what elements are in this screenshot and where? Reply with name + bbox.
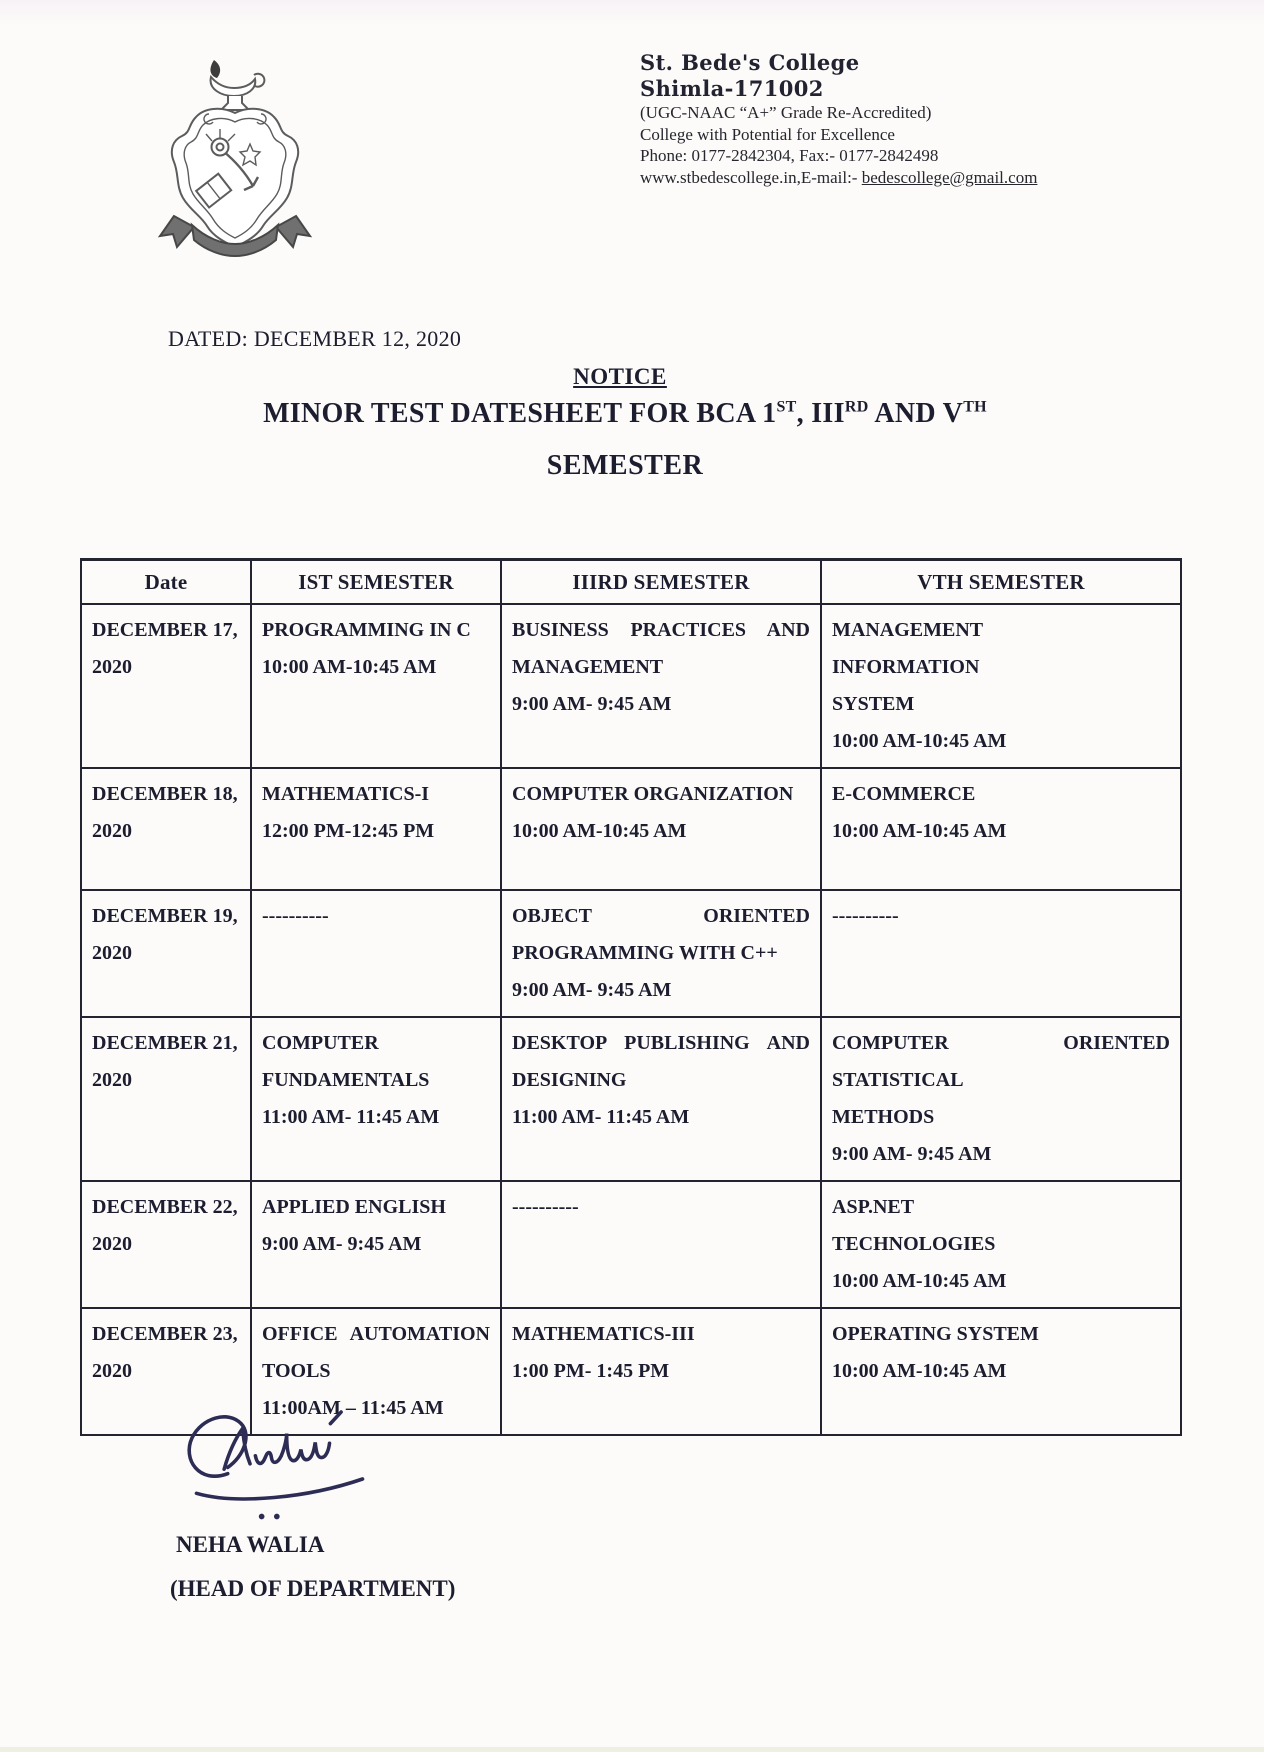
cell-line: DECEMBER 19, [92, 905, 238, 927]
cell-line: 10:00 AM-10:45 AM [832, 1360, 1007, 1382]
sem5-cell [821, 768, 1181, 890]
column-header: VTH SEMESTER [821, 560, 1181, 605]
column-header: Date [81, 560, 251, 605]
letterhead [640, 50, 1037, 188]
cell-line: DECEMBER 18, [92, 783, 238, 805]
cell-line: INFORMATION [832, 656, 980, 678]
cell-line: 2020 [92, 1360, 132, 1382]
title-part1: MINOR TEST DATESHEET FOR BCA 1 [263, 398, 777, 429]
cell-line: PROGRAMMING IN C [262, 619, 471, 641]
sem1-cell [251, 604, 501, 768]
title-sup2: RD [844, 398, 869, 416]
cell-line: MANAGEMENT [512, 656, 664, 678]
notice-title-line1 [0, 398, 1250, 430]
sem3-cell [501, 1017, 821, 1181]
cell-line: 11:00 AM- 11:45 AM [262, 1106, 440, 1128]
title-sup3: TH [963, 398, 987, 416]
date-cell [81, 604, 251, 768]
cell-line: 1:00 PM- 1:45 PM [512, 1360, 670, 1382]
notice-heading-text: NOTICE [573, 364, 667, 389]
cell-line: 10:00 AM-10:45 AM [262, 656, 437, 678]
sem3-cell [501, 604, 821, 768]
cell-line: ---------- [512, 1196, 579, 1218]
table-row [81, 604, 1181, 768]
cell-line: DECEMBER 17, [92, 619, 238, 641]
cell-line: 2020 [92, 942, 132, 964]
college-crest-icon [152, 50, 324, 273]
cell-line: FUNDAMENTALS [262, 1069, 430, 1091]
cell-line: DECEMBER 22, [92, 1196, 238, 1218]
cell-line: STATISTICAL [832, 1069, 964, 1091]
cell-line: E-COMMERCE [832, 783, 976, 805]
cell-line: SYSTEM [832, 693, 915, 715]
cell-line: MATHEMATICS-III [512, 1323, 695, 1345]
sem3-cell [501, 1308, 821, 1435]
title-sup1: ST [776, 398, 797, 416]
signatory-title: (HEAD OF DEPARTMENT) [170, 1576, 456, 1601]
sem5-cell [821, 1308, 1181, 1435]
cell-line: 10:00 AM-10:45 AM [832, 1270, 1007, 1292]
cell-line: DECEMBER 23, [92, 1323, 238, 1345]
sem1-cell [251, 1181, 501, 1308]
cell-line: OPERATING SYSTEM [832, 1323, 1039, 1345]
sem1-cell [251, 890, 501, 1017]
cell-line: 10:00 AM-10:45 AM [832, 730, 1007, 752]
notice-title-line2: SEMESTER [546, 450, 704, 481]
cell-line: 2020 [92, 1233, 132, 1255]
handwritten-signature-icon [172, 1404, 387, 1534]
sem3-cell [501, 890, 821, 1017]
date-cell [81, 1017, 251, 1181]
sem5-cell [821, 890, 1181, 1017]
college-location: Shimla-171002 [640, 76, 824, 101]
cell-line: 11:00AM – 11:45 AM [262, 1397, 444, 1419]
date-cell [81, 1181, 251, 1308]
cell-line: TECHNOLOGIES [832, 1233, 996, 1255]
cell-line: 9:00 AM- 9:45 AM [512, 693, 672, 715]
cell-line: TOOLS [262, 1360, 331, 1382]
title-part3: AND V [868, 398, 964, 429]
cell-line: ASP.NET [832, 1196, 915, 1218]
title-part2: , III [796, 398, 845, 429]
cell-line: COMPUTER [262, 1032, 379, 1054]
cell-line: 9:00 AM- 9:45 AM [832, 1143, 992, 1165]
table-row [81, 1181, 1181, 1308]
college-web-email [640, 167, 1037, 189]
cell-line: 9:00 AM- 9:45 AM [262, 1233, 422, 1255]
sem3-cell [501, 768, 821, 890]
cell-line: 10:00 AM-10:45 AM [512, 820, 687, 842]
date-cell [81, 768, 251, 890]
table-row [81, 768, 1181, 890]
cell-line: MATHEMATICS-I [262, 783, 430, 805]
sem5-cell [821, 604, 1181, 768]
cell-line: ---------- [832, 905, 899, 927]
cell-line: APPLIED ENGLISH [262, 1196, 446, 1218]
signatory-name: NEHA WALIA [176, 1532, 325, 1557]
cell-line: METHODS [832, 1106, 935, 1128]
cell-line: ---------- [262, 905, 329, 927]
cell-line: 12:00 PM-12:45 PM [262, 820, 435, 842]
cell-line: 2020 [92, 1069, 132, 1091]
cell-line: OBJECT ORIENTED [512, 905, 810, 927]
college-website: www.stbedescollege.in,E-mail:- [640, 167, 862, 187]
table-body [81, 604, 1181, 1435]
notice-heading [0, 364, 1240, 390]
cell-line: 2020 [92, 820, 132, 842]
sem5-cell [821, 1017, 1181, 1181]
cell-line: PROGRAMMING WITH C++ [512, 942, 778, 964]
cell-line: OFFICE AUTOMATION [262, 1323, 490, 1345]
sem5-cell [821, 1181, 1181, 1308]
cell-line: 2020 [92, 656, 132, 678]
cell-line: DECEMBER 21, [92, 1032, 238, 1054]
cell-line: DESKTOP PUBLISHING AND [512, 1032, 810, 1054]
date-cell [81, 890, 251, 1017]
table-header-row [81, 560, 1181, 605]
college-accreditation: (UGC-NAAC “A+” Grade Re-Accredited) [640, 103, 932, 122]
table-row [81, 890, 1181, 1017]
sem1-cell [251, 768, 501, 890]
cell-line: DESIGNING [512, 1069, 627, 1091]
cell-line: 11:00 AM- 11:45 AM [512, 1106, 690, 1128]
sem3-cell [501, 1181, 821, 1308]
college-name: St. Bede's College [640, 50, 860, 75]
college-email-link: bedescollege@gmail.com [861, 167, 1038, 187]
cell-line: 9:00 AM- 9:45 AM [512, 979, 672, 1001]
sem1-cell [251, 1017, 501, 1181]
cell-line: COMPUTER ORIENTED [832, 1032, 1170, 1054]
college-excellence: College with Potential for Excellence [640, 124, 895, 144]
column-header: IIIRD SEMESTER [501, 560, 821, 605]
dated-line: DATED: DECEMBER 12, 2020 [168, 326, 462, 351]
cell-line: MANAGEMENT [832, 619, 984, 641]
college-contact: Phone: 0177-2842304, Fax:- 0177-2842498 [640, 146, 939, 165]
column-header: IST SEMESTER [251, 560, 501, 605]
cell-line: COMPUTER ORGANIZATION [512, 783, 794, 805]
table-row [81, 1017, 1181, 1181]
signatory-block [170, 1532, 456, 1602]
cell-line: 10:00 AM-10:45 AM [832, 820, 1007, 842]
cell-line: BUSINESS PRACTICES AND [512, 619, 810, 641]
datesheet-table [80, 558, 1182, 1436]
